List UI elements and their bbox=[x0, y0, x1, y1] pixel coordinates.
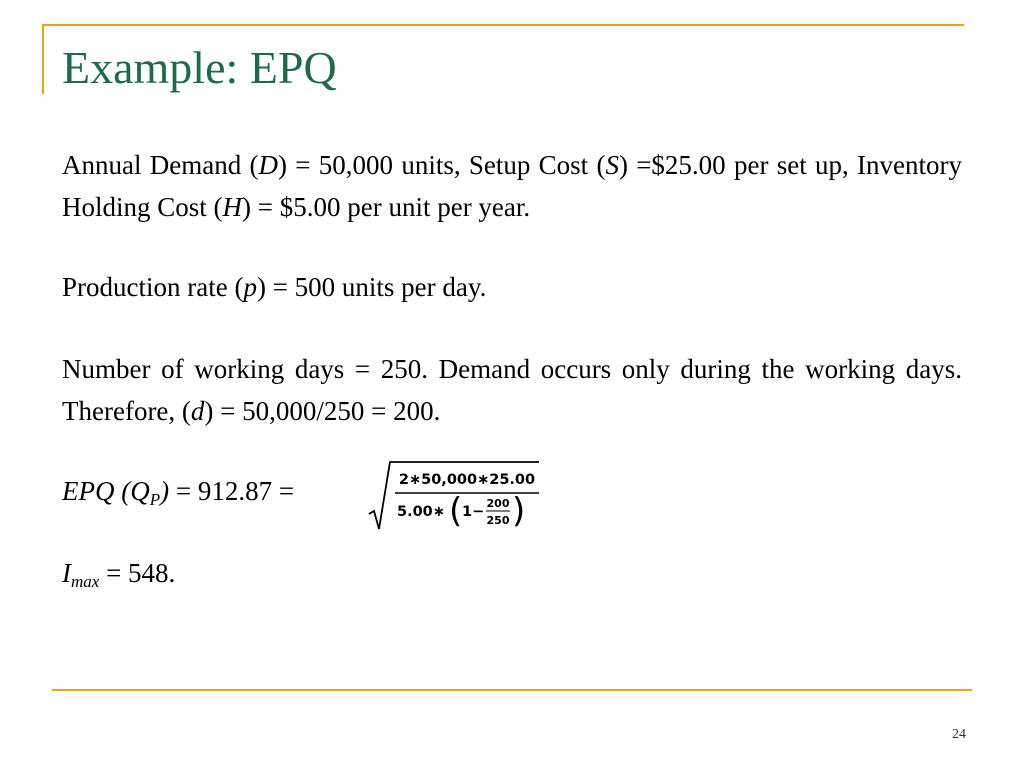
demand-paragraph bbox=[62, 144, 962, 228]
text: Production rate ( bbox=[62, 272, 244, 302]
production-rate-paragraph bbox=[62, 266, 962, 308]
variable-d-upper: D bbox=[258, 150, 279, 180]
formula-one-minus: 1− bbox=[462, 504, 485, 520]
text: ) = $5.00 per unit per year. bbox=[242, 192, 531, 222]
text: ) =$25.00 per set up, Inventory Holding Cost ( bbox=[62, 150, 962, 222]
right-paren: ) bbox=[512, 491, 526, 531]
text: Number of working days = 250. Demand occurs only during the working days. Therefore, ( bbox=[62, 354, 962, 426]
variable-h: H bbox=[222, 192, 243, 222]
variable-s: S bbox=[605, 150, 619, 180]
text: Annual Demand ( bbox=[62, 150, 259, 180]
text: ) = 50,000/250 = 200. bbox=[204, 396, 441, 426]
imax-value: = 548. bbox=[99, 558, 176, 588]
epq-label: EPQ (Q bbox=[62, 476, 150, 506]
page-number: 24 bbox=[952, 727, 966, 742]
top-accent-line bbox=[44, 24, 964, 26]
bottom-accent-line bbox=[52, 689, 972, 691]
sqrt-formula-graphic bbox=[365, 456, 545, 534]
imax-subscript: max bbox=[71, 572, 100, 591]
variable-d-lower: d bbox=[190, 396, 205, 426]
left-paren: ( bbox=[449, 491, 463, 531]
epq-subscript: P bbox=[149, 490, 161, 509]
imax-variable: I bbox=[62, 558, 71, 588]
left-accent-line bbox=[42, 24, 44, 94]
formula-numerator: 2∗50,000∗25.00 bbox=[398, 472, 536, 488]
imax-line bbox=[62, 552, 962, 594]
variable-p: p bbox=[243, 272, 257, 302]
inner-fraction-numerator: 200 bbox=[486, 497, 510, 510]
text: ) = 500 units per day. bbox=[256, 272, 487, 302]
epq-value: = 912.87 = bbox=[169, 476, 295, 506]
inner-fraction-denominator: 250 bbox=[486, 514, 510, 527]
formula-denominator-prefix: 5.00∗ bbox=[397, 504, 445, 520]
text: ) = 50,000 units, Setup Cost ( bbox=[278, 150, 606, 180]
epq-close: ) bbox=[160, 476, 170, 506]
epq-formula bbox=[365, 456, 545, 534]
working-days-paragraph bbox=[62, 348, 962, 432]
slide-title: Example: EPQ bbox=[62, 42, 337, 93]
